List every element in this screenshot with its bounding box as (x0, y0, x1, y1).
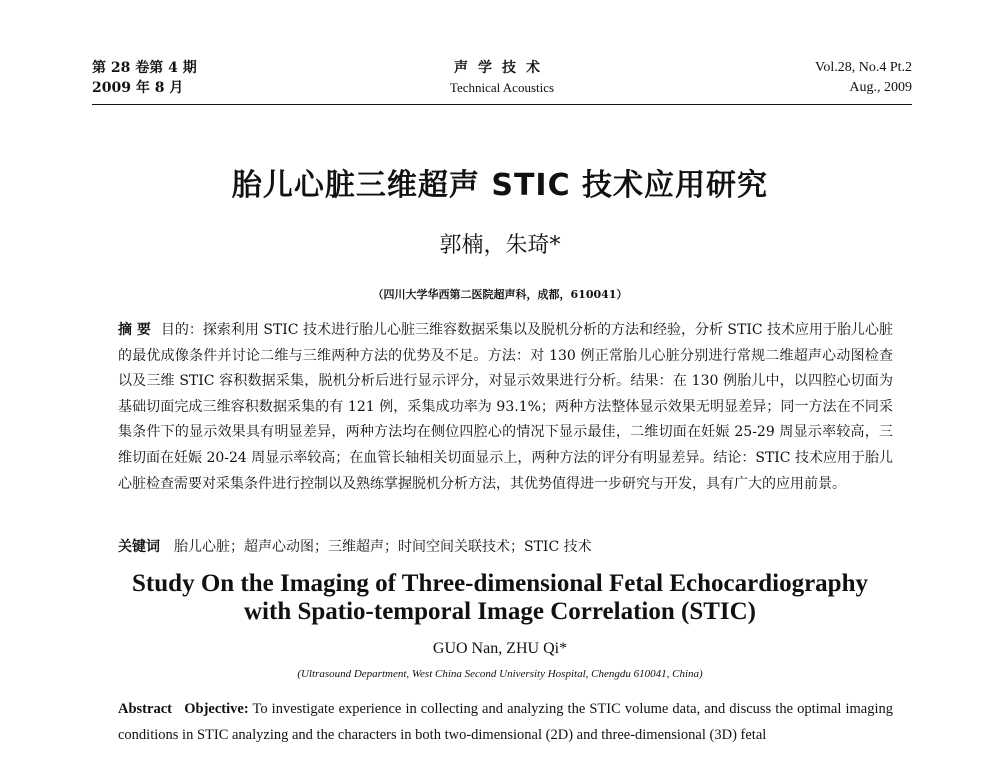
header-journal-name (92, 58, 912, 98)
header-volume-en (815, 58, 912, 98)
paper-title-en-line2: with Spatio-temporal Image Correlation (STIC) (244, 598, 756, 625)
abstract-en-sublabel: Objective: (184, 701, 249, 717)
affiliation-cn: （四川大学华西第二医院超声科，成都，610041） (372, 288, 628, 301)
keywords-cn-label: 关键词 (118, 539, 160, 555)
abstract-en (118, 696, 893, 748)
authors-cn: 郭楠，朱琦* (439, 233, 561, 258)
journal-name-cn: 声学技术 (454, 60, 550, 76)
header-volume: 第 28 卷第 4 期 (92, 60, 197, 76)
keywords-cn-text: 胎儿心脏；超声心动图；三维超声；时间空间关联技术；STIC 技术 (174, 539, 592, 555)
header-date-en: Aug., 2009 (849, 80, 912, 95)
abstract-en-text: To investigate experience in collecting and analyzing the STIC volume data, and discuss the optimal imaging conditions in STIC analyzing and the characters in both two-dimensional (2D) and three-dimensional (3D) fetal (118, 701, 893, 743)
header-vol-en: Vol.28, No.4 Pt.2 (815, 60, 912, 75)
abstract-cn (118, 318, 893, 497)
journal-name-en: Technical Acoustics (449, 80, 555, 95)
paper-title-cn: 胎儿心脏三维超声 STIC 技术应用研究 (231, 168, 769, 203)
paper-title-en (0, 570, 1000, 626)
abstract-en-label: Abstract (118, 701, 172, 717)
abstract-cn-text: 目的：探索利用 STIC 技术进行胎儿心脏三维容数据采集以及脱机分析的方法和经验，分析 STIC 技术应用于胎儿心脏的最优成像条件并讨论二维与三维两种方法的优势及不足。方法：对 130 例正常胎儿心脏分别进行常规二维超声心动图检查以及三维 STIC 容积数据采集，脱机分析后进行显示评分，对显示效果进行分析。结果：在 130 例胎儿中，以四腔心切面为基础切面完成三维容积数据采集的有 121 例，采集成功率为 93.1%；两种方法整体显示效果无明显差异；同一方法在不同采集条件下的显示效果具有明显差异，两种方法均在侧位四腔心的情况下显示最佳，二维切面在妊娠 25-29 周显示率较高，三维切面在妊娠 20-24 周显示率较高；在血管长轴相关切面显示上，两种方法的评分有明显差异。结论：STIC 技术应用于胎儿心脏检查需要对采集条件进行控制以及熟练掌握脱机分析方法，其优势值得进一步研究与开发，具有广大的应用前景。 (118, 322, 894, 492)
journal-header (92, 58, 912, 106)
authors-en: GUO Nan, ZHU Qi* (432, 640, 568, 657)
paper-title-en-line1: Study On the Imaging of Three-dimensional Fetal Echocardiography (132, 570, 868, 597)
header-date-cn: 2009 年 8 月 (92, 80, 184, 96)
abstract-cn-label: 摘 要 (118, 322, 151, 338)
keywords-cn (118, 536, 893, 558)
header-rule (92, 104, 912, 105)
affiliation-en: (Ultrasound Department, West China Second University Hospital, Chengdu 610041, China) (297, 668, 703, 680)
